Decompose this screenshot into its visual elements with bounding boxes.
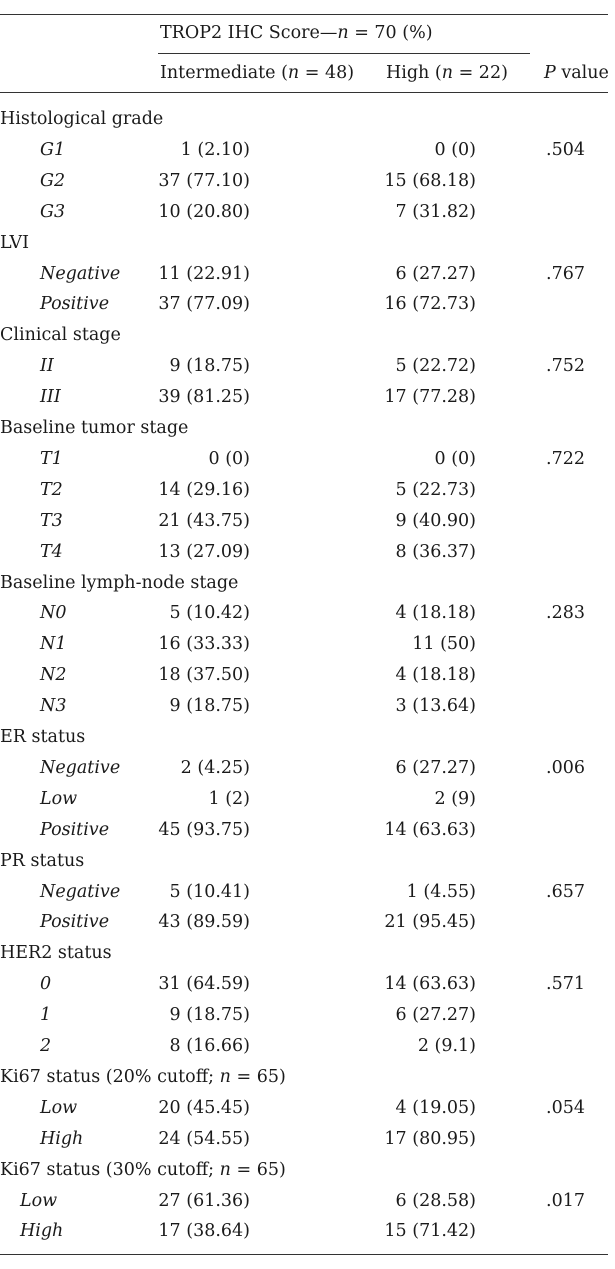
p-value: .752	[546, 356, 585, 377]
intermediate-value: 16 (33.33)	[158, 634, 250, 655]
high-value: 7 (31.82)	[395, 201, 476, 222]
section-label: LVI	[0, 232, 30, 253]
intermediate-value: 9 (18.75)	[169, 1005, 250, 1026]
row-label: G1	[40, 139, 66, 160]
row-label: Negative	[40, 263, 121, 284]
intermediate-value: 2 (4.25)	[180, 757, 250, 778]
row-label: T1	[40, 448, 63, 469]
row-label: 0	[40, 974, 52, 995]
p-value: .054	[546, 1097, 585, 1118]
section-label: Clinical stage	[0, 325, 121, 346]
intermediate-value: 21 (43.75)	[158, 510, 250, 531]
row-label: T4	[40, 541, 63, 562]
row-label: 1	[40, 1005, 52, 1026]
high-value: 21 (95.45)	[384, 912, 476, 933]
header-rule	[0, 92, 608, 93]
row-label: N0	[40, 603, 67, 624]
intermediate-value: 1 (2.10)	[180, 139, 250, 160]
intermediate-value: 17 (38.64)	[158, 1221, 250, 1242]
row-label: N2	[40, 665, 67, 686]
high-value: 4 (19.05)	[395, 1097, 476, 1118]
p-value: .657	[546, 881, 585, 902]
high-value: 3 (13.64)	[395, 696, 476, 717]
row-label: Positive	[40, 819, 110, 840]
section-label: Baseline tumor stage	[0, 418, 189, 438]
group-header: TROP2 IHC Score—n = 70 (%)	[160, 23, 433, 43]
row-label: T2	[40, 479, 63, 500]
p-value: .571	[546, 974, 585, 995]
intermediate-value: 20 (45.45)	[158, 1097, 250, 1118]
row-label: High	[40, 1128, 84, 1149]
high-value: 15 (71.42)	[384, 1221, 476, 1242]
section-label: Ki67 status (20% cutoff; n = 65)	[0, 1066, 286, 1087]
group-header-rule	[158, 53, 530, 54]
section-label: Baseline lymph-node stage	[0, 572, 239, 593]
intermediate-value: 31 (64.59)	[158, 974, 250, 995]
row-label: Positive	[40, 912, 110, 933]
high-value: 9 (40.90)	[395, 510, 476, 531]
row-label: III	[40, 387, 61, 408]
high-value: 6 (27.27)	[395, 263, 476, 284]
intermediate-value: 45 (93.75)	[158, 819, 250, 840]
intermediate-value: 5 (10.41)	[169, 881, 250, 902]
intermediate-value: 37 (77.10)	[158, 170, 250, 191]
section-label: HER2 status	[0, 943, 112, 964]
high-value: 2 (9.1)	[417, 1036, 476, 1056]
row-label: II	[40, 356, 54, 377]
high-value: 17 (77.28)	[384, 387, 476, 408]
high-header: High (n = 22)	[386, 63, 508, 83]
high-value: 0 (0)	[434, 448, 476, 469]
p-value: .006	[546, 757, 585, 778]
row-label: G3	[40, 201, 66, 222]
section-label: PR status	[0, 850, 85, 871]
row-label: High	[20, 1221, 64, 1242]
row-label: N3	[40, 696, 67, 717]
intermediate-value: 9 (18.75)	[169, 696, 250, 717]
section-label: ER status	[0, 727, 86, 747]
intermediate-value: 0 (0)	[208, 448, 250, 469]
p-value: .722	[546, 448, 585, 469]
intermediate-value: 11 (22.91)	[158, 263, 250, 284]
high-value: 2 (9)	[434, 788, 476, 809]
high-value: 6 (28.58)	[395, 1190, 476, 1211]
high-value: 11 (50)	[412, 634, 476, 655]
high-value: 1 (4.55)	[406, 881, 476, 902]
intermediate-value: 5 (10.42)	[169, 603, 250, 624]
high-value: 14 (63.63)	[384, 974, 476, 995]
high-value: 4 (18.18)	[395, 603, 476, 624]
intermediate-value: 24 (54.55)	[158, 1128, 250, 1149]
row-label: Positive	[40, 294, 110, 315]
intermediate-header: Intermediate (n = 48)	[160, 63, 355, 83]
high-value: 4 (18.18)	[395, 665, 476, 686]
intermediate-value: 39 (81.25)	[158, 387, 250, 408]
bottom-rule	[0, 1254, 608, 1255]
row-label: Low	[40, 1097, 78, 1118]
row-label: Low	[40, 788, 78, 809]
row-label: T3	[40, 510, 63, 531]
p-value: .017	[546, 1190, 585, 1211]
intermediate-value: 13 (27.09)	[158, 541, 250, 562]
row-label: Low	[20, 1190, 58, 1211]
intermediate-value: 9 (18.75)	[169, 356, 250, 377]
high-value: 15 (68.18)	[384, 170, 476, 191]
row-label: Negative	[40, 881, 121, 902]
intermediate-value: 8 (16.66)	[169, 1036, 250, 1056]
row-label: G2	[40, 170, 66, 191]
intermediate-value: 37 (77.09)	[158, 294, 250, 315]
row-label: 2	[40, 1036, 52, 1056]
intermediate-value: 10 (20.80)	[158, 201, 250, 222]
intermediate-value: 1 (2)	[208, 788, 250, 809]
intermediate-value: 14 (29.16)	[158, 479, 250, 500]
intermediate-value: 27 (61.36)	[158, 1190, 250, 1211]
high-value: 17 (80.95)	[384, 1128, 476, 1149]
p-value: .283	[546, 603, 585, 624]
row-label: Negative	[40, 757, 121, 778]
high-value: 16 (72.73)	[384, 294, 476, 315]
high-value: 5 (22.72)	[395, 356, 476, 377]
high-value: 8 (36.37)	[395, 541, 476, 562]
section-label: Ki67 status (30% cutoff; n = 65)	[0, 1159, 286, 1180]
section-label: Histological grade	[0, 109, 164, 129]
row-label: N1	[40, 634, 67, 655]
intermediate-value: 18 (37.50)	[158, 665, 250, 686]
p-value-header: P value	[544, 63, 609, 83]
high-value: 14 (63.63)	[384, 819, 476, 840]
p-value: .767	[546, 263, 585, 284]
high-value: 0 (0)	[434, 139, 476, 160]
intermediate-value: 43 (89.59)	[158, 912, 250, 933]
high-value: 6 (27.27)	[395, 1005, 476, 1026]
top-rule	[0, 14, 608, 15]
high-value: 5 (22.73)	[395, 479, 476, 500]
p-value: .504	[546, 139, 585, 160]
high-value: 6 (27.27)	[395, 757, 476, 778]
